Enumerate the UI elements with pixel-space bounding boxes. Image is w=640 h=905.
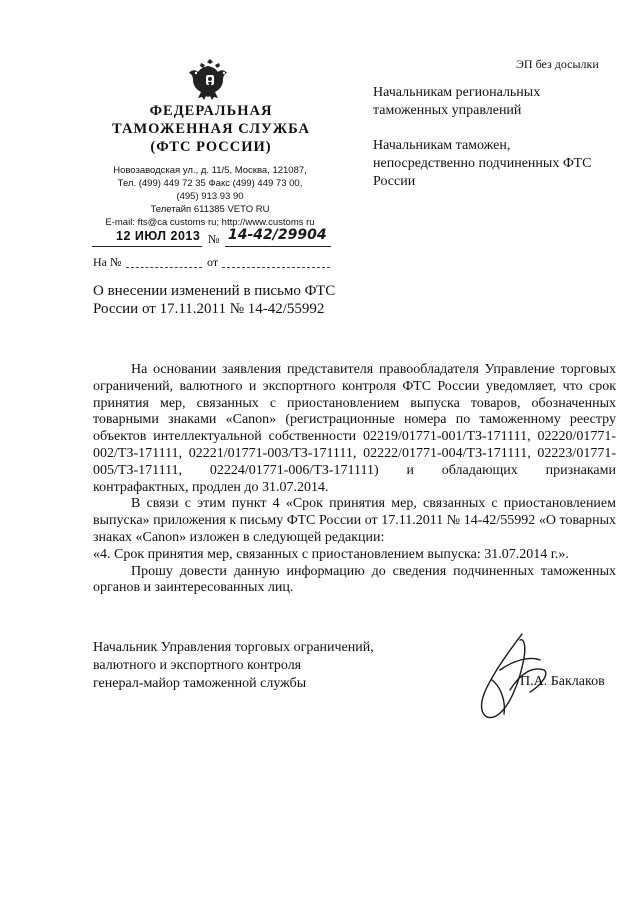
body-paragraph-3: «4. Срок принятия мер, связанных с приостановлением выпуска: 31.07.2014 г.». — [93, 546, 569, 562]
agency-name-line2: ТАМОЖЕННАЯ СЛУЖБА — [112, 121, 310, 137]
dispatch-note: ЭП без досылки — [516, 57, 599, 71]
phone-fax-line: Тел. (499) 449 72 35 Факс (499) 449 73 00, — [117, 178, 303, 189]
body-paragraph-4: Прошу довести данную информацию до сведения подчиненных таможенных органов и заинтересованных лиц. — [93, 563, 616, 596]
registration-date: 12 ИЮЛ 2013 — [116, 229, 201, 243]
agency-contacts — [90, 164, 330, 229]
letter-body — [93, 362, 616, 597]
teletype-line: Телетайп 611385 VETO RU — [150, 204, 270, 215]
registration-date-field — [92, 229, 202, 247]
signatory-title-line1: Начальник Управления торговых ограничений, — [93, 640, 374, 655]
reply-from-date-blank — [222, 267, 330, 268]
email-web-line: E-mail: fts@ca customs ru; http://www.customs ru — [105, 217, 315, 228]
double-headed-eagle-emblem — [188, 56, 232, 102]
recipient-regional-offices: Начальникам региональных таможенных управлений — [373, 85, 541, 118]
address-line: Новозаводская ул., д. 11/5, Москва, 121087, — [113, 165, 307, 176]
phone-line-2: (495) 913 93 90 — [176, 191, 244, 202]
number-label: № — [208, 232, 220, 246]
signatory-title-line2: валютного и экспортного контроля — [93, 658, 302, 673]
reply-to-label: На № — [93, 255, 122, 269]
reply-to-number-blank — [126, 267, 202, 268]
body-paragraph-1: На основании заявления представителя правообладателя Управление торговых ограничений, валютного и экспортного контроля ФТС России уведомляет, что срок принятия мер, связанных с приостановлением выпуска товаров, обозначенных товарными знаками «Canon» (регистрационные номера по таможенному реестру объектов интеллектуальной собственности 02219/01771-001/ТЗ-171111, 02220/01771-002/ТЗ-171111, 02221/01771-003/ТЗ-171111, 02222/01771-004/ТЗ-171111, 02223/01771-005/ТЗ-171111, 02224/01771-006/ТЗ-171111) и обладающих признаками контрафактных, продлен до 31.07.2014. — [93, 362, 616, 495]
reply-from-label: от — [207, 255, 219, 269]
recipient-customs-offices: Начальникам таможен, непосредственно подчиненных ФТС России — [373, 138, 592, 189]
signatory-title-line3: генерал-майор таможенной службы — [93, 676, 307, 691]
registration-number-field — [225, 229, 331, 247]
letter-subject: О внесении изменений в письмо ФТС России от 17.11.2011 № 14-42/55992 — [93, 283, 336, 317]
registration-number: 14-42/29904 — [228, 227, 327, 243]
signatory-name: П.А. Баклаков — [520, 674, 605, 689]
body-paragraph-2: В связи с этим пункт 4 «Срок принятия мер, связанных с приостановлением выпуска» приложения к письму ФТС России от 17.11.2011 № 14-42/55992 «О товарных знаках «Canon» изложен в следующей редакции: — [93, 496, 616, 545]
signatory-title — [93, 639, 413, 693]
agency-abbreviation: (ФТС РОССИИ) — [150, 139, 272, 155]
agency-name-line1: ФЕДЕРАЛЬНАЯ — [149, 103, 273, 119]
